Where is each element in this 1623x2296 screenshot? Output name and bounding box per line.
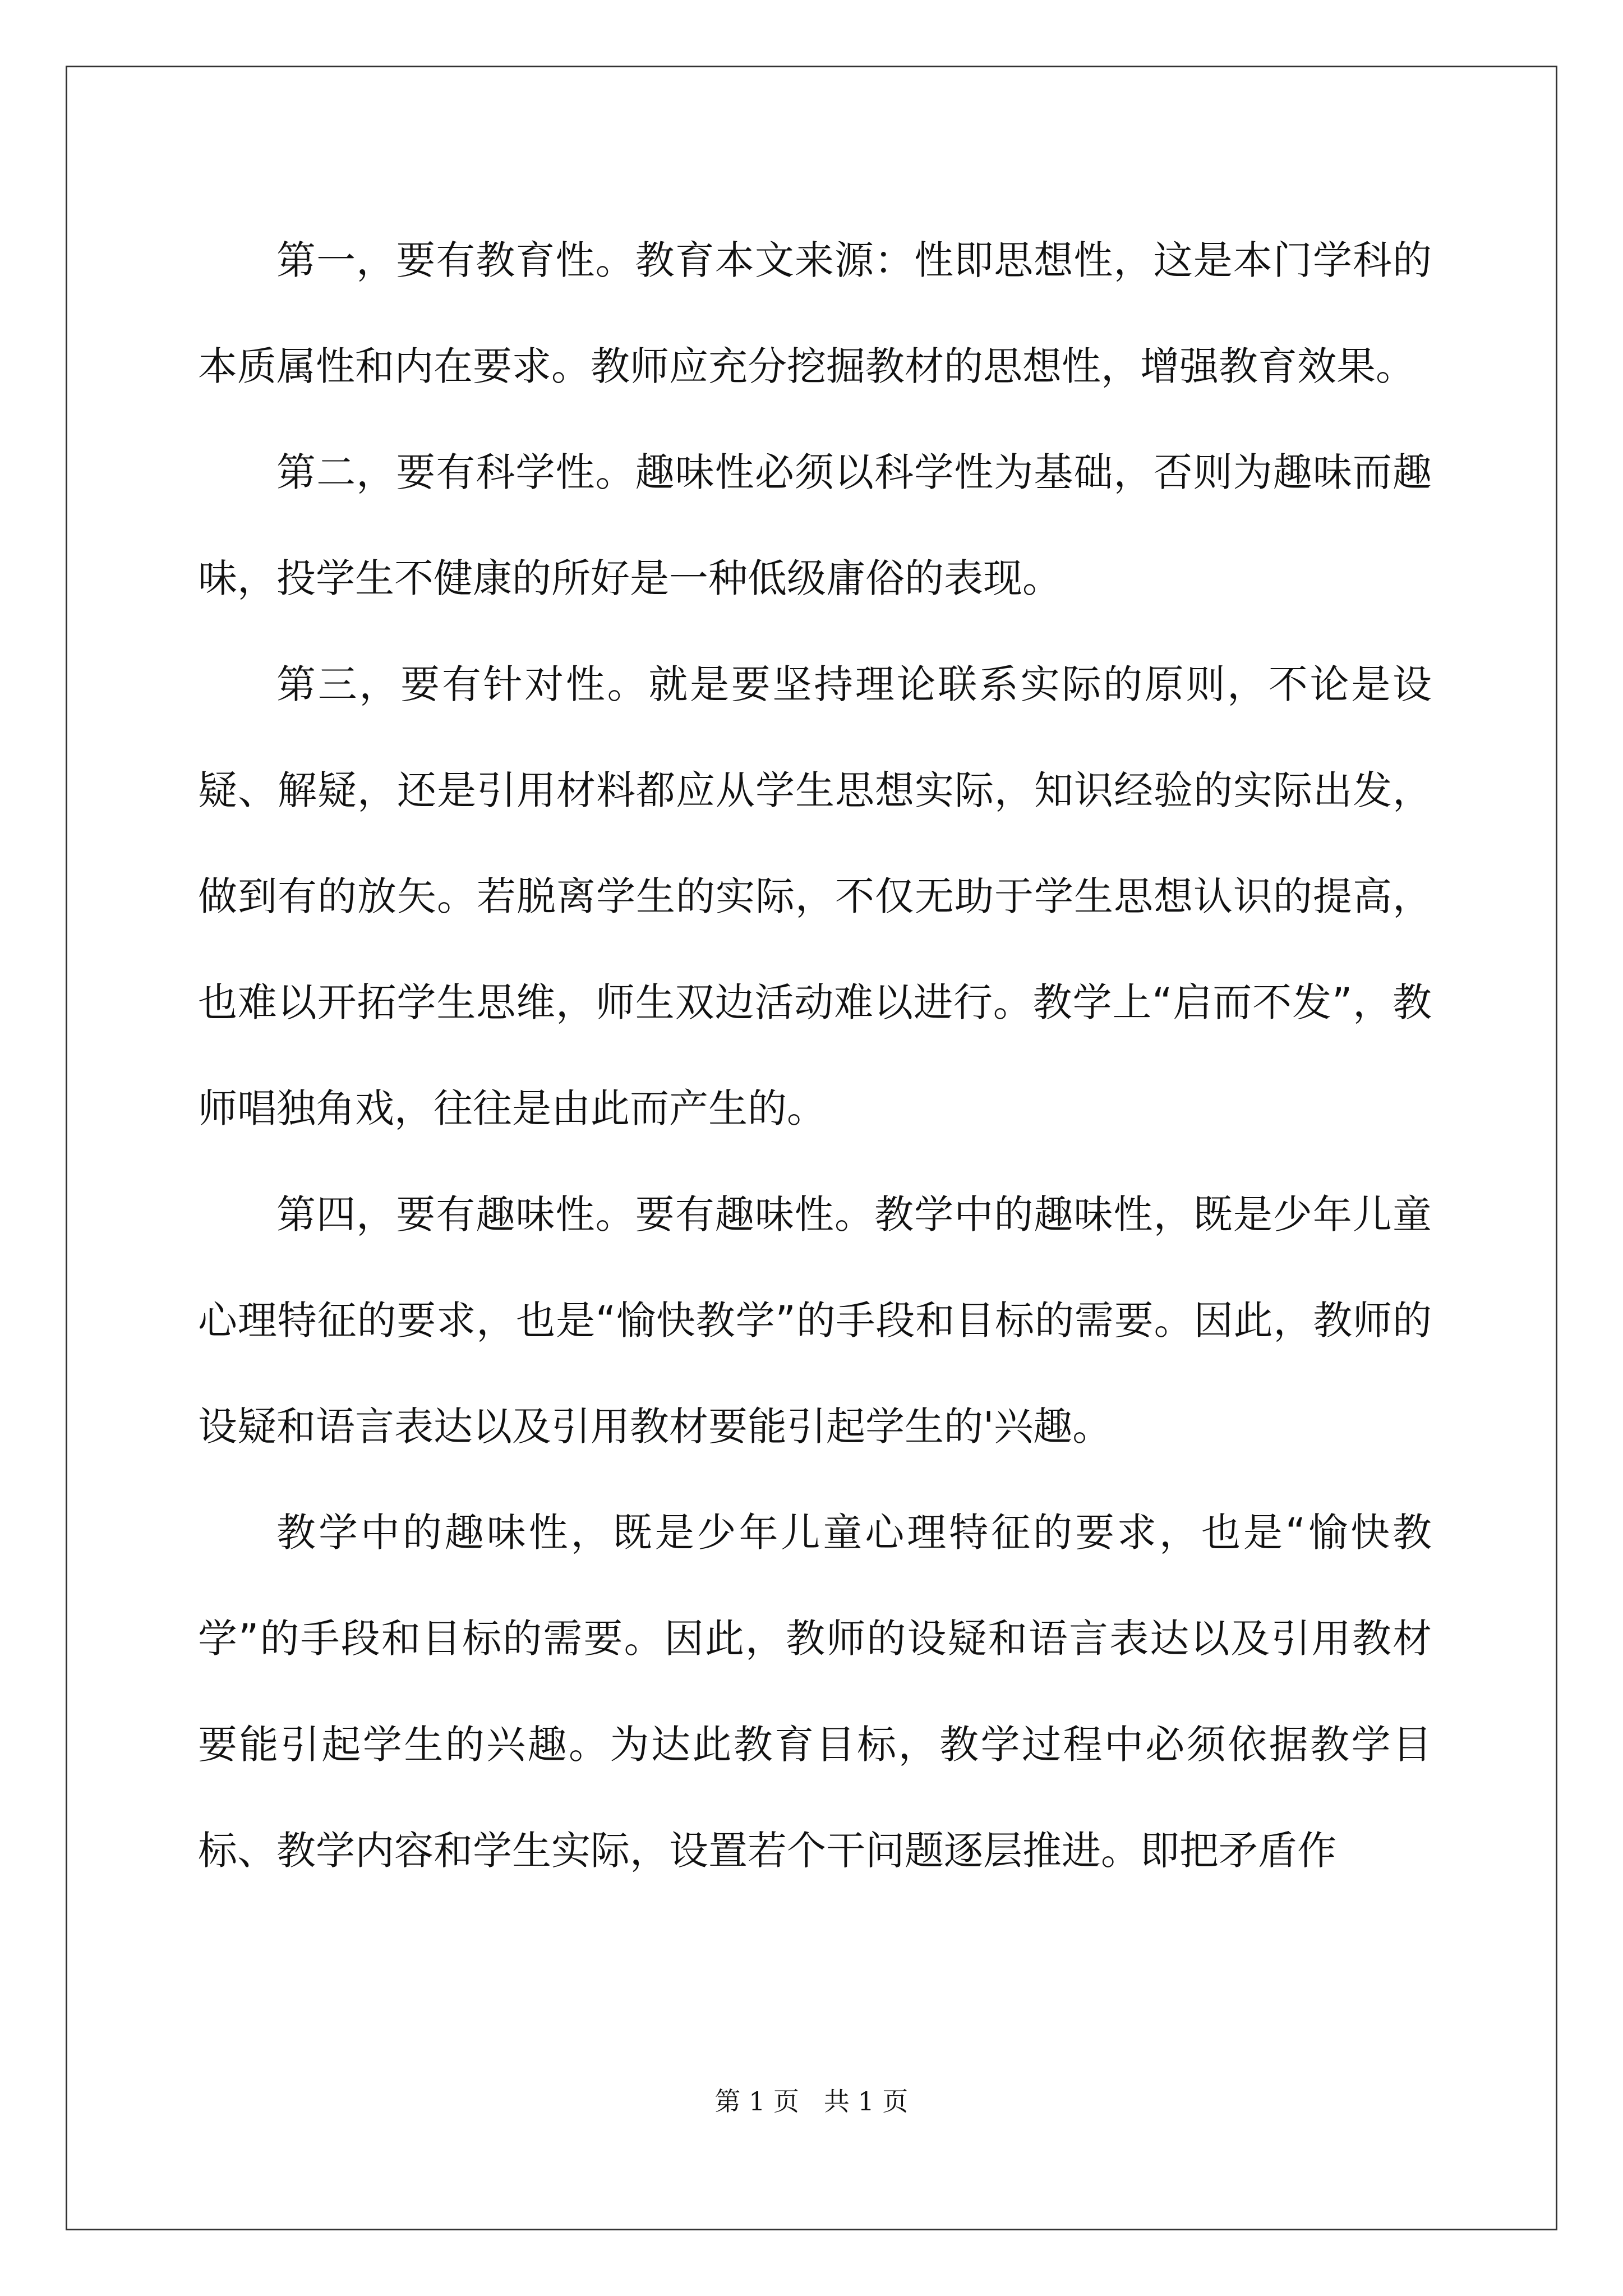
paragraph-2: 第二，要有科学性。趣味性必须以科学性为基础，否则为趣味而趣味，投学生不健康的所好是一种低级庸俗的表现。	[198, 449, 1432, 601]
paragraph-4: 第四，要有趣味性。要有趣味性。教学中的趣味性，既是少年儿童心理特征的要求，也是“愉快教学”的手段和目标的需要。因此，教师的设疑和语言表达以及引用教材要能引起学生的'兴趣。	[198, 1191, 1432, 1450]
paragraph-3: 第三，要有针对性。就是要坚持理论联系实际的原则，不论是设疑、解疑，还是引用材料都应从学生思想实际，知识经验的实际出发，做到有的放矢。若脱离学生的实际，不仅无助于学生思想认识的提高，也难以开拓学生思维，师生双边活动难以进行。教学上“启而不发”，教师唱独角戏，往往是由此而产生的。	[198, 661, 1432, 1131]
document-body	[198, 208, 1432, 1904]
paragraph-5: 教学中的趣味性，既是少年儿童心理特征的要求，也是“愉快教学”的手段和目标的需要。因此，教师的设疑和语言表达以及引用教材要能引起学生的兴趣。为达此教育目标，教学过程中必须依据教学目标、教学内容和学生实际，设置若个干问题逐层推进。即把矛盾作	[198, 1510, 1432, 1874]
page-number-footer: 第 1 页 共 1 页	[714, 2086, 909, 2116]
paragraph-1: 第一，要有教育性。教育本文来源：性即思想性，这是本门学科的本质属性和内在要求。教师应充分挖掘教材的思想性，增强教育效果。	[198, 237, 1432, 389]
